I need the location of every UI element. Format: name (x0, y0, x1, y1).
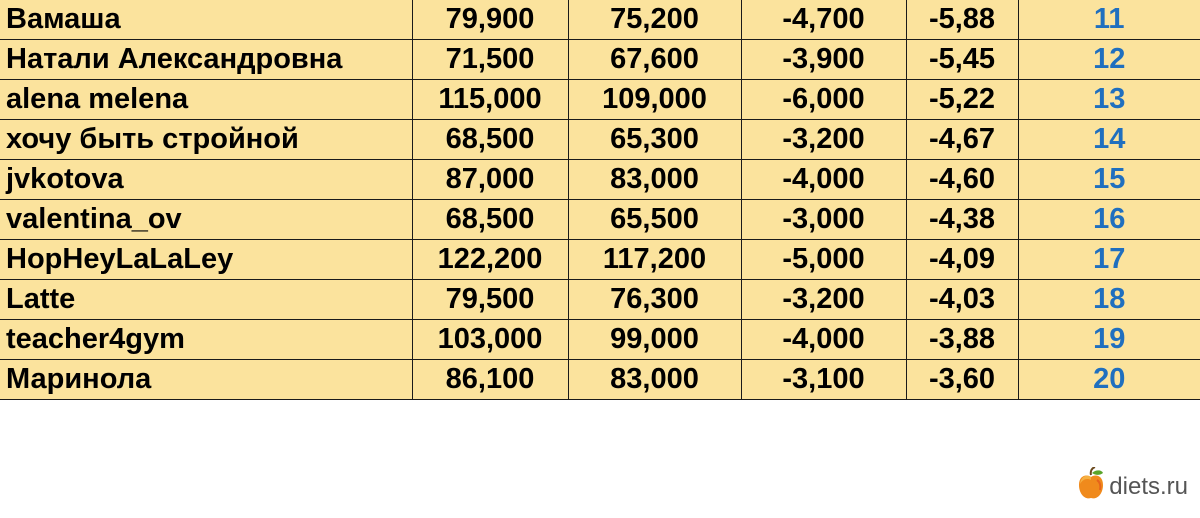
start-weight: 122,200 (412, 240, 568, 280)
current-weight: 65,500 (568, 200, 741, 240)
table-row (0, 80, 1200, 120)
participant-name: valentina_ov (0, 200, 412, 240)
percent-change: -4,09 (906, 240, 1018, 280)
participant-name: хочу быть стройной (0, 120, 412, 160)
start-weight: 115,000 (412, 80, 568, 120)
participant-name: teacher4gym (0, 320, 412, 360)
percent-change: -4,03 (906, 280, 1018, 320)
weight-difference: -3,100 (741, 360, 906, 400)
watermark-text: diets.ru (1109, 472, 1188, 500)
rank: 20 (1018, 360, 1200, 400)
rank: 15 (1018, 160, 1200, 200)
current-weight: 67,600 (568, 40, 741, 80)
table-row (0, 40, 1200, 80)
current-weight: 117,200 (568, 240, 741, 280)
weight-difference: -3,200 (741, 280, 906, 320)
table-row (0, 0, 1200, 40)
weight-difference: -4,000 (741, 320, 906, 360)
rank: 19 (1018, 320, 1200, 360)
percent-change: -4,60 (906, 160, 1018, 200)
participant-name: HopHeyLaLaLey (0, 240, 412, 280)
current-weight: 83,000 (568, 360, 741, 400)
percent-change: -5,22 (906, 80, 1018, 120)
current-weight: 76,300 (568, 280, 741, 320)
participant-name: alena melena (0, 80, 412, 120)
table-row (0, 360, 1200, 400)
weight-difference: -3,200 (741, 120, 906, 160)
start-weight: 79,500 (412, 280, 568, 320)
percent-change: -5,88 (906, 0, 1018, 40)
start-weight: 79,900 (412, 0, 568, 40)
current-weight: 75,200 (568, 0, 741, 40)
participant-name: Latte (0, 280, 412, 320)
start-weight: 87,000 (412, 160, 568, 200)
weight-difference: -4,700 (741, 0, 906, 40)
table-row (0, 200, 1200, 240)
table-row (0, 240, 1200, 280)
weight-difference: -4,000 (741, 160, 906, 200)
participant-name: jvkotova (0, 160, 412, 200)
start-weight: 86,100 (412, 360, 568, 400)
percent-change: -3,88 (906, 320, 1018, 360)
rank: 16 (1018, 200, 1200, 240)
current-weight: 99,000 (568, 320, 741, 360)
weight-difference: -6,000 (741, 80, 906, 120)
percent-change: -3,60 (906, 360, 1018, 400)
rank: 11 (1018, 0, 1200, 40)
diets-ru-watermark (1077, 467, 1188, 506)
participant-name: Вамаша (0, 0, 412, 40)
participant-name: Натали Александровна (0, 40, 412, 80)
percent-change: -5,45 (906, 40, 1018, 80)
start-weight: 71,500 (412, 40, 568, 80)
start-weight: 68,500 (412, 200, 568, 240)
start-weight: 103,000 (412, 320, 568, 360)
apple-icon (1077, 467, 1105, 506)
weight-difference: -5,000 (741, 240, 906, 280)
rank: 17 (1018, 240, 1200, 280)
current-weight: 83,000 (568, 160, 741, 200)
participant-name: Маринола (0, 360, 412, 400)
rank: 12 (1018, 40, 1200, 80)
current-weight: 65,300 (568, 120, 741, 160)
table-row (0, 120, 1200, 160)
weight-difference: -3,000 (741, 200, 906, 240)
percent-change: -4,67 (906, 120, 1018, 160)
table-row (0, 320, 1200, 360)
percent-change: -4,38 (906, 200, 1018, 240)
weight-difference: -3,900 (741, 40, 906, 80)
table-row (0, 280, 1200, 320)
current-weight: 109,000 (568, 80, 741, 120)
start-weight: 68,500 (412, 120, 568, 160)
rank: 13 (1018, 80, 1200, 120)
rank: 18 (1018, 280, 1200, 320)
table-row (0, 160, 1200, 200)
rank: 14 (1018, 120, 1200, 160)
